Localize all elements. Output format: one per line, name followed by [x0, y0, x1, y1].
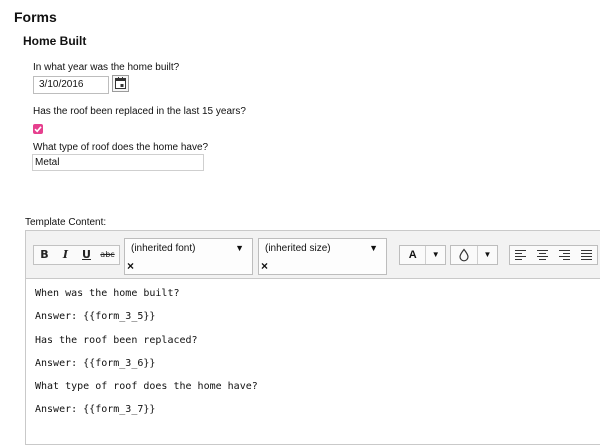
chevron-down-icon: ▼ — [235, 243, 244, 253]
font-family-select[interactable] — [124, 238, 253, 275]
page-title: Forms — [14, 9, 57, 25]
align-center-icon — [537, 250, 548, 260]
content-line: Has the roof been replaced? — [35, 334, 198, 346]
content-line: What type of roof does the home have? — [35, 381, 258, 393]
background-color-button[interactable] — [451, 246, 477, 264]
calendar-button[interactable] — [112, 75, 129, 92]
chevron-down-icon: ▼ — [369, 243, 378, 253]
font-size-value: (inherited size) — [265, 243, 331, 254]
template-content-label: Template Content: — [25, 217, 107, 228]
background-color-dropdown[interactable]: ▼ — [477, 246, 497, 264]
question-year-label: In what year was the home built? — [33, 62, 180, 73]
clear-size-icon[interactable]: × — [261, 259, 269, 273]
align-right-icon — [559, 250, 570, 260]
text-color-button[interactable]: A — [408, 249, 417, 261]
roof-type-input[interactable]: Metal — [32, 154, 204, 171]
clear-font-icon[interactable]: × — [127, 259, 135, 273]
align-left-button[interactable] — [510, 246, 532, 264]
align-right-button[interactable] — [554, 246, 576, 264]
checkmark-icon — [33, 124, 43, 134]
content-line: Answer: {{form_3_7}} — [35, 404, 156, 416]
editor-content[interactable] — [35, 287, 258, 427]
font-size-select[interactable] — [258, 238, 387, 275]
roof-replaced-checkbox[interactable] — [33, 124, 43, 134]
alignment-button-group — [509, 245, 598, 265]
background-color-picker — [450, 245, 498, 265]
format-button-group — [33, 245, 120, 265]
align-justify-icon — [581, 250, 592, 260]
align-center-button[interactable] — [532, 246, 554, 264]
rich-text-editor — [25, 230, 600, 445]
align-left-icon — [515, 250, 526, 260]
content-line: When was the home built? — [35, 288, 180, 299]
text-color-picker — [399, 245, 446, 265]
year-built-date-input[interactable]: 3/10/2016 — [33, 76, 109, 94]
question-roof-type-label: What type of roof does the home have? — [33, 142, 209, 153]
font-family-value: (inherited font) — [131, 243, 196, 254]
calendar-icon — [113, 76, 128, 91]
editor-toolbar — [26, 231, 600, 279]
content-line: Answer: {{form_3_6}} — [35, 357, 156, 369]
align-justify-button[interactable] — [575, 246, 597, 264]
strikethrough-button[interactable]: abc — [100, 250, 115, 259]
question-roof-replaced-label: Has the roof been replaced in the last 15 years? — [33, 106, 246, 117]
content-line: Answer: {{form_3_5}} — [35, 311, 156, 323]
underline-button[interactable]: U — [82, 248, 91, 261]
drop-icon — [458, 248, 470, 262]
text-color-dropdown[interactable]: ▼ — [425, 246, 445, 264]
bold-button[interactable]: B — [40, 248, 49, 261]
section-title: Home Built — [23, 34, 87, 48]
italic-button[interactable]: I — [62, 248, 69, 261]
